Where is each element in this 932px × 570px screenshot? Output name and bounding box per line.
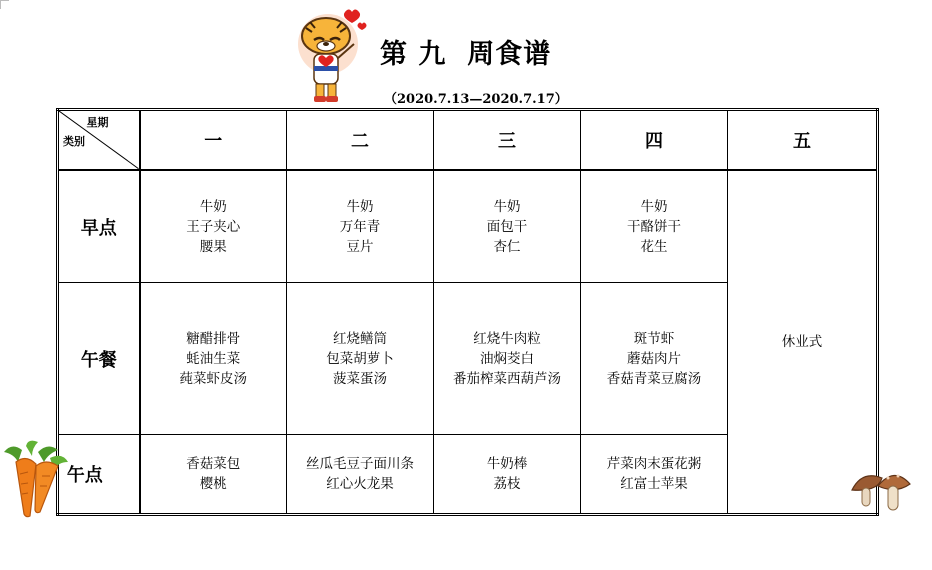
corner-crop-mark [0, 0, 9, 9]
menu-item: 丝瓜毛豆子面川条 [306, 455, 414, 472]
menu-item: 斑节虾 [633, 330, 675, 347]
menu-cell [287, 434, 434, 514]
menu-item: 牛奶 [346, 198, 374, 215]
menu-item: 油焖茭白 [480, 350, 534, 367]
menu-cell [434, 170, 581, 283]
menu-cell [581, 283, 728, 434]
menu-table [56, 108, 879, 516]
menu-cell [287, 170, 434, 283]
mushroom-icon [848, 468, 912, 514]
menu-item: 蘑菇肉片 [627, 350, 681, 367]
day-header-thu: 四 [581, 110, 728, 170]
menu-item: 万年青 [339, 218, 381, 235]
menu-item: 番茄榨菜西葫芦汤 [453, 370, 561, 387]
menu-item: 牛奶 [640, 198, 668, 215]
menu-cell [140, 283, 287, 434]
breakfast-row [58, 170, 878, 283]
day-header-fri: 五 [728, 110, 878, 170]
menu-item: 花生 [640, 238, 668, 255]
corner-header-cell [58, 110, 140, 170]
menu-item: 腰果 [199, 238, 227, 255]
menu-item: 香菇青菜豆腐汤 [606, 370, 702, 387]
menu-item: 牛奶棒 [486, 455, 528, 472]
menu-item: 红烧牛肉粒 [473, 330, 541, 347]
menu-item: 红烧鳝筒 [333, 330, 387, 347]
date-range: （2020.7.13—2020.7.17） [384, 92, 568, 107]
friday-cell [728, 170, 878, 515]
menu-item: 杏仁 [493, 238, 521, 255]
menu-item: 干酪饼干 [627, 218, 681, 235]
menu-item: 蚝油生菜 [186, 350, 241, 367]
header-row [58, 110, 878, 170]
menu-cell [140, 170, 287, 283]
day-header-tue: 二 [287, 110, 434, 170]
weekday-axis-label: 星期 [86, 116, 109, 129]
menu-item: 牛奶 [493, 198, 521, 215]
category-lunch: 午餐 [58, 283, 140, 434]
friday-closing-ceremony: 休业式 [781, 333, 823, 350]
menu-item: 莼菜虾皮汤 [179, 370, 247, 387]
menu-item: 红心火龙果 [326, 475, 394, 492]
menu-item: 面包干 [486, 218, 528, 235]
menu-cell [434, 434, 581, 514]
day-header-mon: 一 [140, 110, 287, 170]
day-header-wed: 三 [434, 110, 581, 170]
category-breakfast: 早点 [58, 170, 140, 283]
category-afternoon: 午点 [58, 434, 140, 514]
menu-item: 糖醋排骨 [186, 330, 241, 347]
tiger-mascot-icon [290, 6, 372, 110]
menu-item: 樱桃 [199, 475, 227, 492]
category-axis-label: 类别 [63, 134, 85, 148]
carrot-icon [0, 440, 80, 518]
menu-item: 包菜胡萝卜 [326, 350, 394, 367]
menu-cell [287, 283, 434, 434]
menu-cell [581, 170, 728, 283]
menu-cell [140, 434, 287, 514]
menu-item: 荔枝 [493, 475, 521, 492]
menu-item: 王子夹心 [186, 218, 241, 235]
menu-item: 香菇菜包 [186, 455, 241, 472]
menu-item: 豆片 [346, 238, 374, 255]
page-title: 第 九 周食谱 [380, 39, 552, 70]
menu-item: 菠菜蛋汤 [333, 370, 387, 387]
menu-item: 芹菜肉末蛋花粥 [606, 455, 702, 472]
menu-cell [434, 283, 581, 434]
menu-cell [581, 434, 728, 514]
menu-item: 牛奶 [199, 198, 227, 215]
menu-item: 红富士苹果 [620, 475, 688, 492]
